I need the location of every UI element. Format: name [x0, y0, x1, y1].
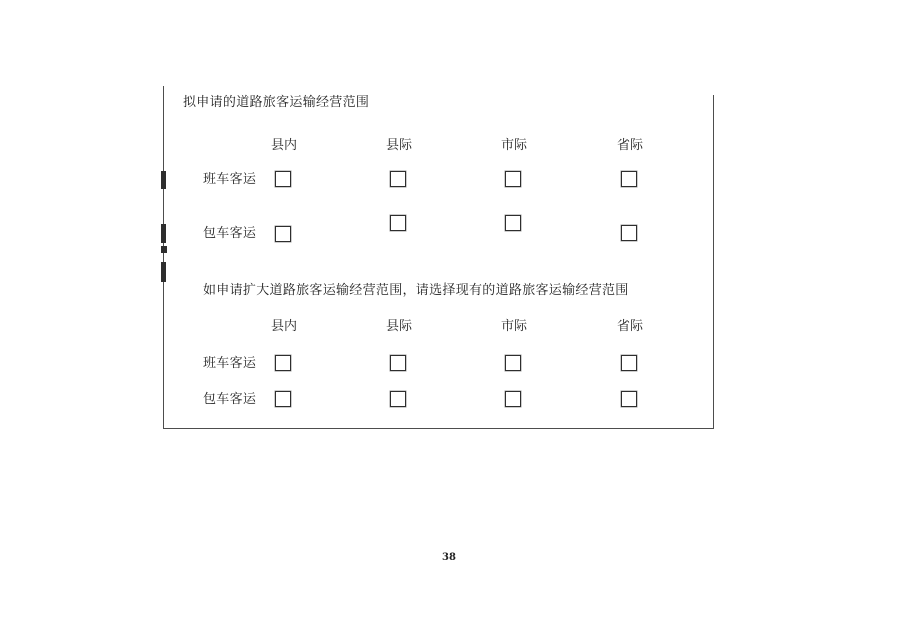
checkbox-existing-scheduled-intra-county[interactable]: [275, 355, 291, 371]
section-existing-title: 如申请扩大道路旅客运输经营范围，请选择现有的道路旅客运输经营范围: [203, 283, 629, 298]
border-artifact-mark: [161, 224, 166, 243]
border-artifact-mark: [161, 262, 166, 282]
table-bottom-border: [163, 428, 714, 429]
column-header-inter-county: 县际: [385, 319, 412, 334]
column-header-intra-county: 县内: [270, 319, 297, 334]
checkbox-existing-scheduled-inter-county[interactable]: [390, 355, 406, 371]
checkbox-proposed-charter-intra-county[interactable]: [275, 226, 291, 242]
checkbox-existing-scheduled-inter-city[interactable]: [505, 355, 521, 371]
checkbox-proposed-charter-inter-city[interactable]: [505, 215, 521, 231]
checkbox-existing-scheduled-inter-province[interactable]: [621, 355, 637, 371]
table-left-border: [163, 86, 164, 428]
row-label-charter-bus: 包车客运: [203, 392, 257, 407]
checkbox-proposed-charter-inter-county[interactable]: [390, 215, 406, 231]
checkbox-existing-charter-inter-province[interactable]: [621, 391, 637, 407]
border-artifact-mark: [161, 246, 167, 253]
checkbox-existing-charter-inter-county[interactable]: [390, 391, 406, 407]
checkbox-existing-charter-inter-city[interactable]: [505, 391, 521, 407]
column-header-inter-city: 市际: [500, 138, 527, 153]
page-number: 38: [442, 552, 456, 563]
border-artifact-mark: [161, 171, 166, 189]
row-label-charter-bus: 包车客运: [203, 226, 257, 241]
checkbox-proposed-scheduled-intra-county[interactable]: [275, 171, 291, 187]
checkbox-proposed-scheduled-inter-city[interactable]: [505, 171, 521, 187]
checkbox-existing-charter-intra-county[interactable]: [275, 391, 291, 407]
checkbox-proposed-scheduled-inter-province[interactable]: [621, 171, 637, 187]
row-label-scheduled-bus: 班车客运: [203, 356, 257, 371]
column-header-inter-province: 省际: [616, 319, 643, 334]
column-header-inter-city: 市际: [500, 319, 527, 334]
checkbox-proposed-charter-inter-province[interactable]: [621, 225, 637, 241]
section-proposed-title: 拟申请的道路旅客运输经营范围: [183, 95, 370, 110]
column-header-intra-county: 县内: [270, 138, 297, 153]
column-header-inter-province: 省际: [616, 138, 643, 153]
row-label-scheduled-bus: 班车客运: [203, 172, 257, 187]
column-header-inter-county: 县际: [385, 138, 412, 153]
table-right-border: [713, 95, 714, 428]
checkbox-proposed-scheduled-inter-county[interactable]: [390, 171, 406, 187]
